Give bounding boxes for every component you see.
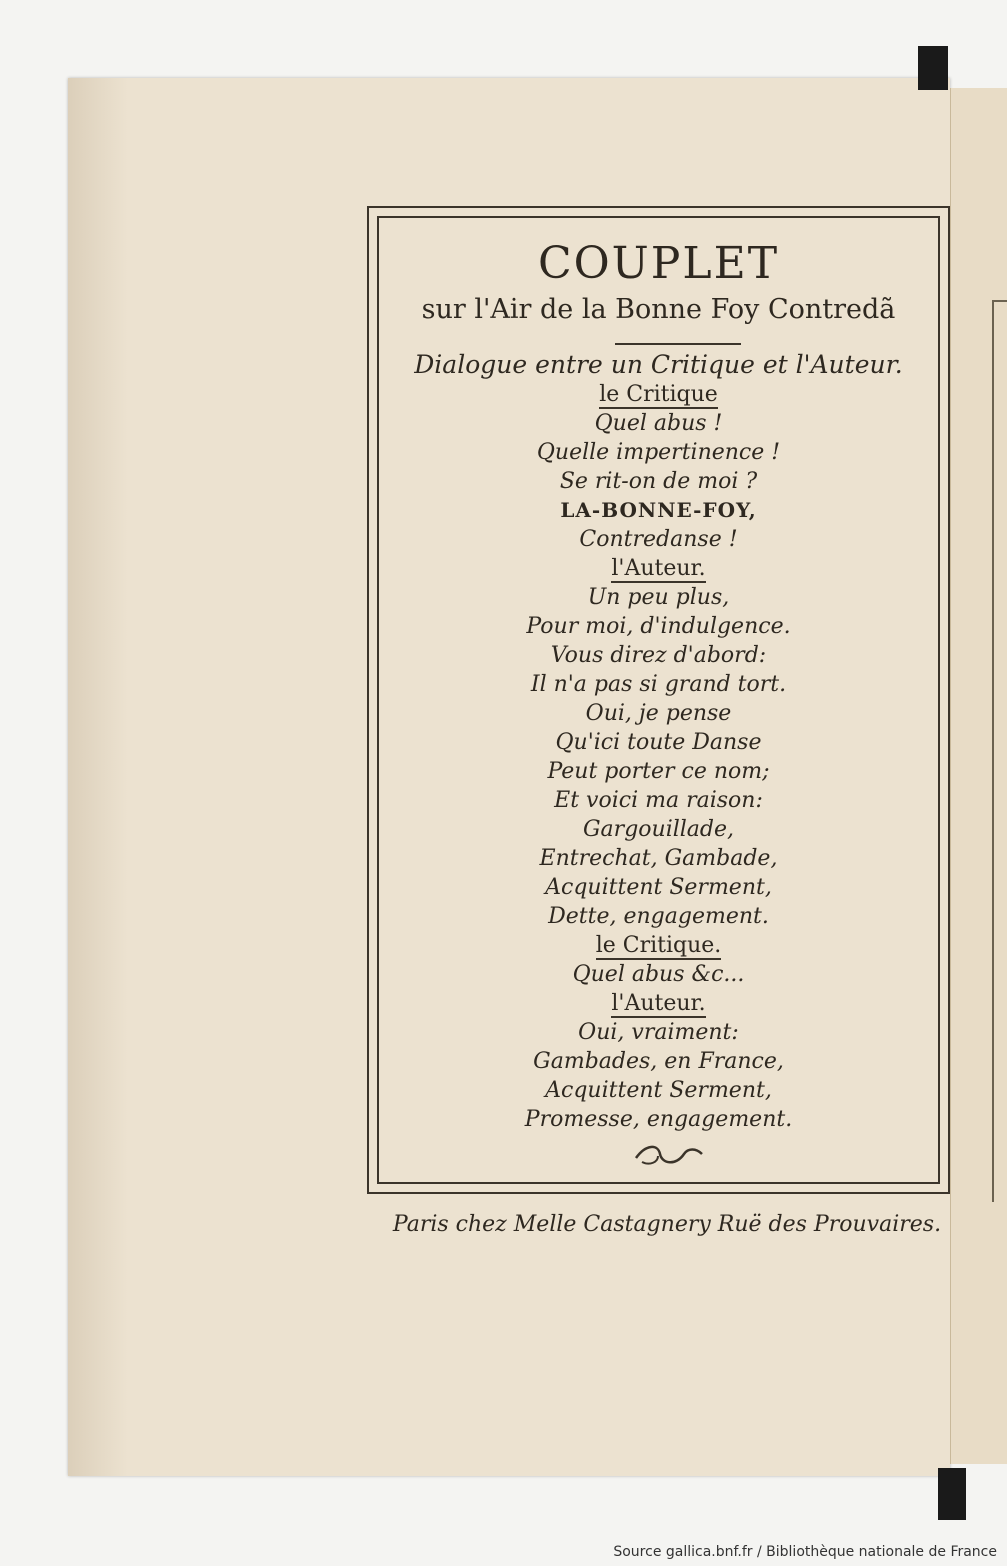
verse-line — [377, 757, 940, 786]
line-text: Quel abus &c... — [572, 962, 745, 987]
verse-line — [377, 902, 940, 931]
speaker-label — [377, 380, 940, 409]
line-text: l'Auteur. — [611, 991, 706, 1016]
verse-line — [377, 786, 940, 815]
line-text: Gambades, en France, — [533, 1049, 784, 1074]
verse-line — [377, 612, 940, 641]
publisher-imprint: Paris chez Melle Castagnery Ruë des Prouvaires. — [392, 1212, 942, 1237]
verse-line — [377, 1105, 940, 1134]
verse-line — [377, 815, 940, 844]
line-text: Quel abus ! — [594, 411, 723, 436]
line-text: Acquittent Serment, — [545, 875, 772, 900]
line-text: le Critique. — [595, 933, 722, 958]
line-text: Gargouillade, — [582, 817, 735, 842]
line-text: Contredanse ! — [579, 527, 738, 552]
verse-line — [377, 1076, 940, 1105]
verse-line — [377, 467, 940, 496]
line-text: Quelle impertinence ! — [536, 440, 781, 465]
title-rule — [615, 343, 741, 345]
verse-line — [377, 844, 940, 873]
verse-line — [377, 496, 940, 525]
verse-line — [377, 409, 940, 438]
page-shadow — [68, 78, 128, 1476]
line-text: Oui, vraiment: — [578, 1020, 739, 1045]
speaker-label — [377, 931, 940, 960]
line-text: Dette, engagement. — [548, 904, 769, 929]
line-text: Oui, je pense — [585, 701, 732, 726]
speaker-label — [377, 989, 940, 1018]
line-text: LA-BONNE-FOY, — [560, 498, 757, 522]
line-text: Acquittent Serment, — [545, 1078, 772, 1103]
line-text: Entrechat, Gambade, — [539, 846, 778, 871]
verse-line — [377, 583, 940, 612]
binding-tab-bottom — [938, 1468, 966, 1520]
line-text: Pour moi, d'indulgence. — [526, 614, 791, 639]
flourish-ornament — [628, 1140, 708, 1170]
verse-line — [377, 728, 940, 757]
verse-lines — [377, 380, 940, 1134]
line-text: Vous direz d'abord: — [550, 643, 767, 668]
verse-line — [377, 873, 940, 902]
binding-tab-top — [918, 46, 948, 90]
line-text: Et voici ma raison: — [554, 788, 763, 813]
line-text: Qu'ici toute Danse — [555, 730, 762, 755]
speaker-label — [377, 554, 940, 583]
verse-line — [377, 670, 940, 699]
source-attribution: Source gallica.bnf.fr / Bibliothèque nationale de France — [613, 1544, 997, 1560]
line-text: Il n'a pas si grand tort. — [530, 672, 787, 697]
couplet-title: COUPLET — [537, 238, 780, 289]
facing-page-frame — [992, 300, 1007, 1202]
verse-line — [377, 438, 940, 467]
line-text: Promesse, engagement. — [524, 1107, 793, 1132]
verse-line — [377, 1047, 940, 1076]
line-text: le Critique — [599, 382, 718, 407]
verse-line — [377, 1018, 940, 1047]
couplet-subtitle: sur l'Air de la Bonne Foy Contredã — [421, 294, 896, 325]
line-text: Se rit-on de moi ? — [559, 469, 758, 494]
dialogue-heading: Dialogue entre un Critique et l'Auteur. — [414, 350, 903, 379]
verse-line — [377, 641, 940, 670]
verse-line — [377, 525, 940, 554]
verse-line — [377, 699, 940, 728]
line-text: Peut porter ce nom; — [547, 759, 770, 784]
line-text: Un peu plus, — [587, 585, 730, 610]
line-text: l'Auteur. — [611, 556, 706, 581]
verse-line — [377, 960, 940, 989]
